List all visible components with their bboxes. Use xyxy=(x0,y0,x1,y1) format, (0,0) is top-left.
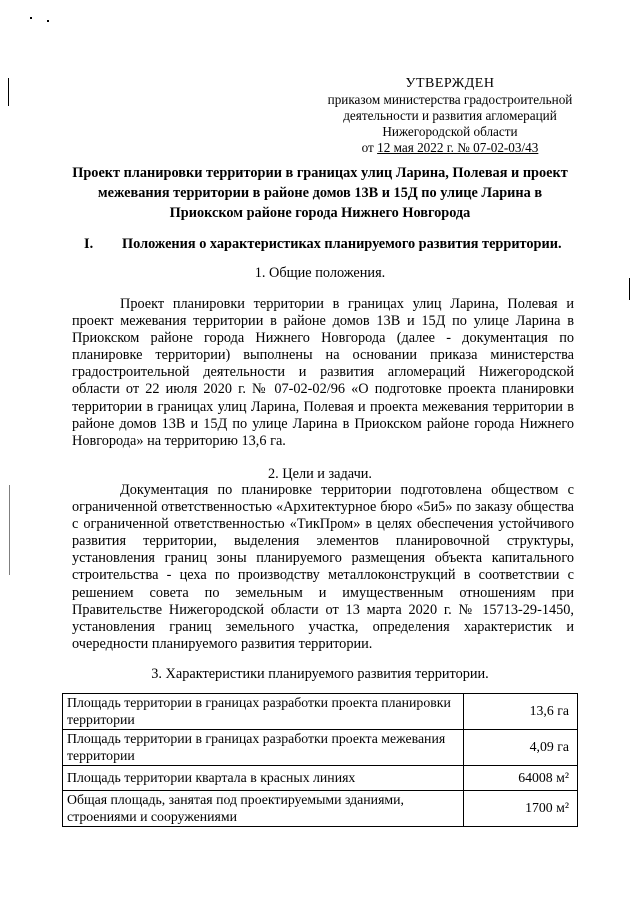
table-cell-label: Площадь территории квартала в красных линиях xyxy=(63,766,464,791)
scan-dot xyxy=(30,17,32,19)
approval-title: УТВЕРЖДЕН xyxy=(405,76,495,91)
title-line: межевания территории в районе домов 13В и 15Д по улице Ларина в xyxy=(97,185,543,201)
table-cell-value: 1700 м² xyxy=(464,791,578,827)
title-line: Проект планировки территории в границах улиц Ларина, Полевая и проект xyxy=(72,165,568,181)
approval-line: Нижегородской области xyxy=(382,124,518,139)
characteristics-table xyxy=(62,693,578,827)
approval-date: 12 мая 2022 г. № 07-02-03/43 xyxy=(377,140,539,155)
table-cell-value: 4,09 га xyxy=(464,730,578,766)
table-row xyxy=(63,694,578,730)
table-row xyxy=(63,766,578,791)
table-row xyxy=(63,730,578,766)
table-row xyxy=(63,791,578,827)
subsection-heading-goals: 2. Цели и задачи. xyxy=(267,466,372,482)
section-title: Положения о характеристиках планируемого развития территории. xyxy=(122,236,562,252)
approval-line: деятельности и развития агломераций xyxy=(343,108,557,123)
general-paragraph: Проект планировки территории в границах улиц Ларина, Полевая и проект межевания территории в районе домов 13В и 15Д по улице Ларина в Приокском районе города Нижнего Новгорода (далее - документация по планировке территории) выполнены на основании приказа министерства градостроительной деятельности и развития агломераций Нижегородской области от 22 июля 2020 г. № 07-02-02/96 «О подготовке проекта планировки территории в границах улиц Ларина, Полевая и проекта межевания территории в районе домов 13В и 15Д по улице Ларина в Приокском районе города Нижнего Новгорода» на территорию 13,6 га. xyxy=(72,296,574,449)
section-heading xyxy=(84,235,584,253)
table-cell-value: 64008 м² xyxy=(464,766,578,791)
scan-line xyxy=(8,78,9,106)
title-line: Приокском районе города Нижнего Новгорода xyxy=(169,205,471,221)
table-cell-label: Общая площадь, занятая под проектируемыми зданиями, строениями и сооружениями xyxy=(63,791,464,827)
subsection-heading-characteristics: 3. Характеристики планируемого развития территории. xyxy=(151,666,489,682)
approval-line: приказом министерства градостроительной xyxy=(327,92,573,107)
approval-date-line xyxy=(300,140,600,156)
table-cell-value: 13,6 га xyxy=(464,694,578,730)
approval-stamp xyxy=(300,76,600,156)
approval-prefix: от xyxy=(361,140,374,155)
section-number: I. xyxy=(84,236,94,252)
scan-line xyxy=(629,278,630,300)
scan-line xyxy=(9,485,10,575)
goals-paragraph: Документация по планировке территории подготовлена обществом с ограниченной ответственностью «Архитектурное бюро «5и5» по заказу общества с ограниченной ответственностью «ТикПром» в целях обеспечения устойчивого развития территории, выделения элементов планировочной структуры, установления границ зоны планируемого размещения объекта капитального строительства - цеха по производству металлоконструкций в соответствии с решением совета по земельным и имущественным отношениям при Правительстве Нижегородской области от 13 марта 2020 г. № 15713-29-1450, установления границ земельного участка, определения характеристик и очередности планируемого развития территории. xyxy=(72,482,574,652)
table-cell-label: Площадь территории в границах разработки проекта планировки территории xyxy=(63,694,464,730)
document-title xyxy=(64,163,576,223)
subsection-heading-general: 1. Общие положения. xyxy=(254,265,386,281)
scan-dot xyxy=(47,20,49,22)
table-cell-label: Площадь территории в границах разработки проекта межевания территории xyxy=(63,730,464,766)
